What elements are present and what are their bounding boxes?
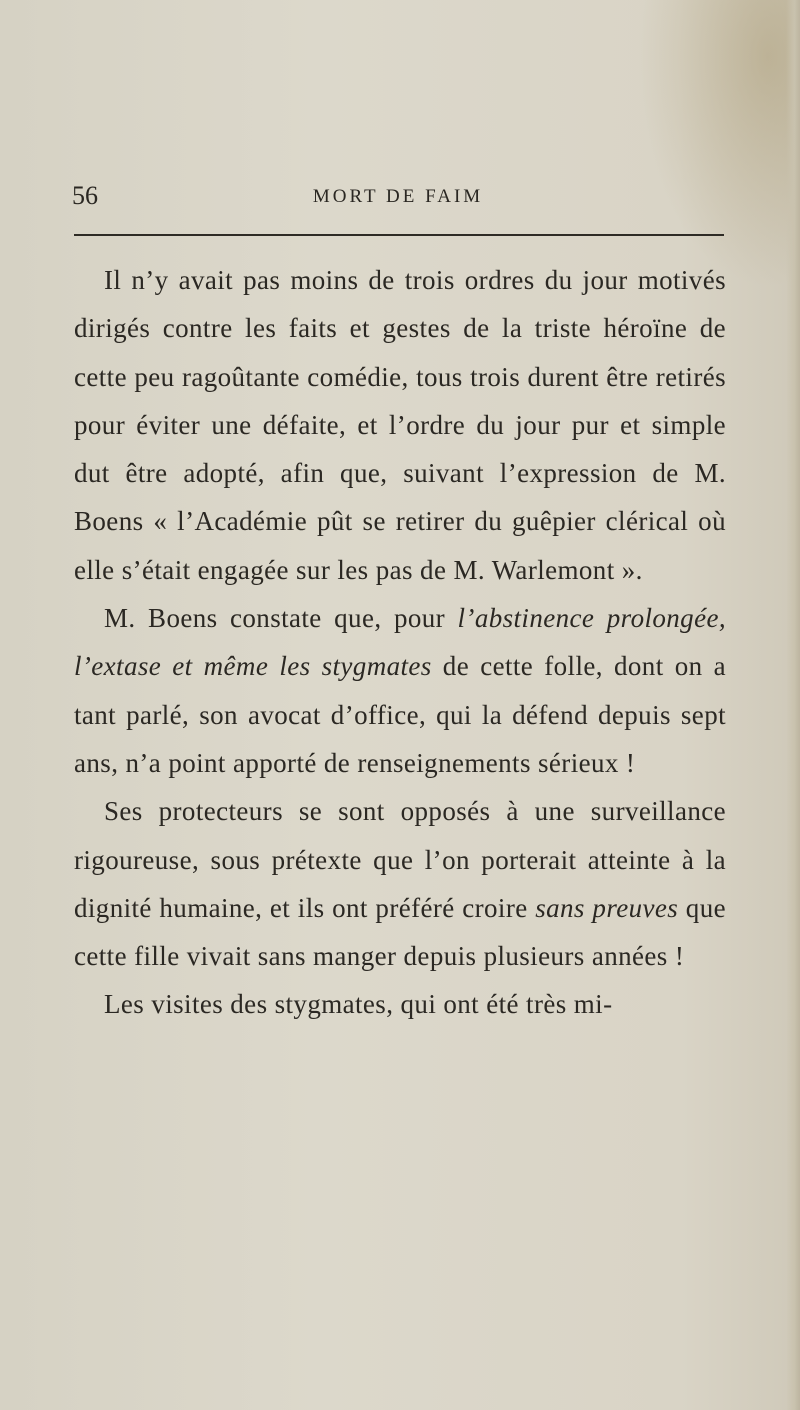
paragraph-1 — [74, 256, 726, 594]
paragraph-4-text: Les visites des stygmates, qui ont été très mi- — [104, 989, 613, 1020]
body-text — [74, 256, 726, 1029]
paragraph-3-italic: sans preuves — [535, 892, 679, 923]
page-header — [72, 180, 724, 212]
header-rule — [74, 234, 724, 236]
paragraph-2-text-a: M. Boens constate que, pour — [104, 603, 458, 634]
paragraph-1-text: Il n’y avait pas moins de trois ordres du jour motivés dirigés contre les faits et gestes de la triste héroïne de cette peu ragoûtante comédie, tous trois durent être retirés pour éviter une défaite, et l’ordre du jour pur et simple dut être adopté, afin que, suivant l’expression de M. Boens « l’Académie pût se retirer du guêpier clérical où elle s’était engagée sur les pas de M. Warlemont ». — [74, 265, 726, 585]
paragraph-2 — [74, 594, 726, 787]
paragraph-3-text-b: que cette fille vivait sans manger depuis plusieurs années ! — [74, 892, 726, 972]
paragraph-2-italic: l’abstinence prolongée, l’extase et même les stygmates — [74, 603, 726, 682]
page-number: 56 — [72, 181, 98, 210]
running-title: MORT DE FAIM — [312, 186, 484, 207]
paragraph-2-text-b: de cette folle, dont on a tant parlé, son avocat d’office, qui la défend depuis sept ans, n’a point apporté de renseignements sérieux ! — [74, 651, 726, 778]
page-edge-shadow — [786, 0, 800, 1410]
paragraph-3 — [74, 787, 726, 980]
paragraph-4 — [74, 980, 726, 1028]
paragraph-3-text-a: Ses protecteurs se sont opposés à une surveillance rigoureuse, sous prétexte que l’on porterait atteinte à la dignité humaine, et ils ont préféré croire — [74, 796, 726, 923]
